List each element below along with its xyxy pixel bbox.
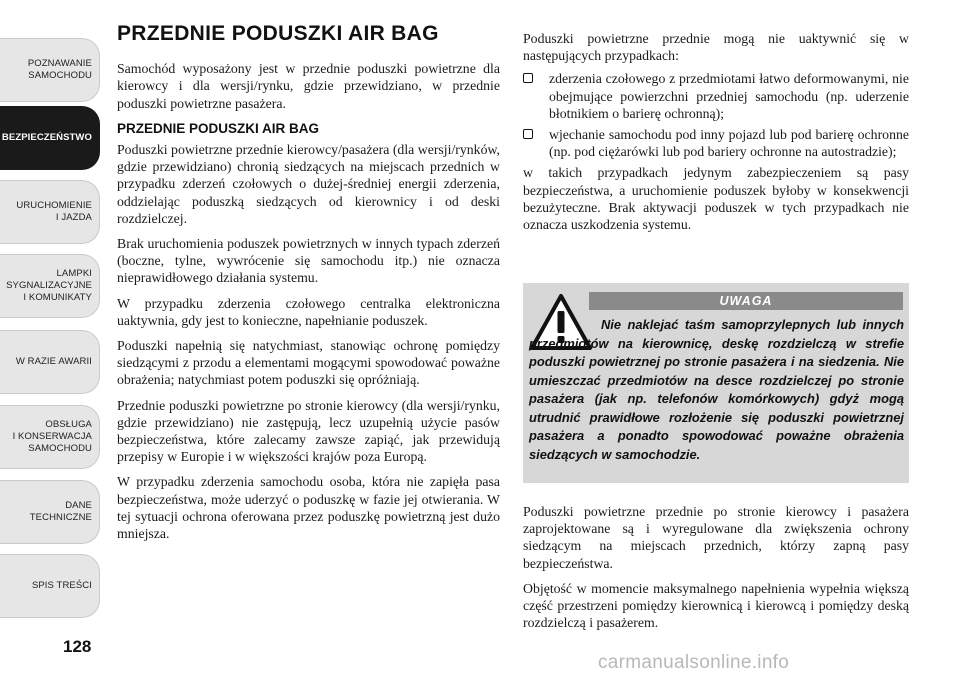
page-number: 128 [63,637,92,656]
section-heading: PRZEDNIE PODUSZKI AIR BAG [117,120,320,136]
tab-uruchomienie-i-jazda[interactable]: URUCHOMIENIE I JAZDA [0,180,100,244]
right-column-bottom [523,503,909,639]
intro-paragraph: Samochód wyposażony jest w przednie poduszki powietrzne dla kierowcy i dla wersji/rynku, gdzie przewidziano, w przednie poduszki powietrzne pasażera. [117,61,500,111]
right-intro-paragraph: Poduszki powietrzne przednie mogą nie uaktywnić się w następujących przypadkach: [523,31,909,64]
left-column [117,22,500,550]
warning-title: UWAGA [589,292,903,310]
checkbox-bullet-icon [523,73,533,83]
watermark: carmanualsonline.info [598,652,790,673]
warning-box [523,283,909,483]
page-title: PRZEDNIE PODUSZKI AIR BAG [117,22,439,45]
bullet-list [523,70,909,160]
list-item-text: wjechanie samochodu pod inny pojazd lub pod barierę ochronne (np. pod ciężarówki lub pod bariery ochronne na autostradzie); [549,127,909,160]
list-item-text: zderzenia czołowego z przedmiotami łatwo deformowanymi, nie obejmujące powierzchni przedniej samochodu (np. uderzenie błotnikiem o barierę ochronną); [549,71,909,121]
tab-lampki-sygnalizacyjne[interactable]: LAMPKI SYGNALIZACYJNE I KOMUNIKATY [0,254,100,318]
tab-dane-techniczne[interactable]: DANE TECHNICZNE [0,480,100,544]
warning-text: Nie naklejać taśm samoprzylepnych lub innych przedmiotów na kierownicę, deskę rozdzielczą w strefie poduszki powietrznej po stronie pasażera i na siedzenia. Nie umieszczać przedmiotów na desce rozdzielczej po stronie pasażera (jak np. telefonów komórkowych) gdyż mogą utrudnić prawidłowe rozłożenie się poduszki powietrznej pasażera a ponadto spowodować poważne obrażenia siedzących w samochodzie. [529,317,904,462]
tab-spis-tresci[interactable]: SPIS TREŚCI [0,554,100,618]
body-paragraph: Poduszki napełnią się natychmiast, stanowiąc ochronę pomiędzy siedzącymi z przodu a elementami mogącymi spowodować poważne obrażenia; natychmiast potem poduszki się opróżniają. [117,338,500,388]
body-paragraph: w takich przypadkach jedynym zabezpieczeniem są pasy bezpieczeństwa, a uruchomienie poduszek byłoby w konsekwencji bezużyteczne. Brak aktywacji poduszek w tych przypadkach nie oznacza uszkodzenia systemu. [523,165,909,233]
tab-obsluga-i-konserwacja[interactable]: OBSŁUGA I KONSERWACJA SAMOCHODU [0,405,100,469]
tab-bezpieczenstwo[interactable]: BEZPIECZEŃSTWO [0,106,100,170]
list-item [523,126,909,160]
list-item [523,70,909,122]
body-paragraph: Poduszki powietrzne przednie kierowcy/pasażera (dla wersji/rynków, gdzie przewidziano) chronią siedzących na miejscach przednich w przypadku zderzeń czołowych o dużej-średniej energii zderzenia, oddzielając poduszką siedzących od kierownicy i od deski rozdzielczej. [117,142,500,226]
tab-poznawanie-samochodu[interactable]: POZNAWANIE SAMOCHODU [0,38,100,102]
chapter-sidebar [0,0,105,677]
body-paragraph: Objętość w momencie maksymalnego napełnienia wypełnia większą część przestrzeni pomiędzy kierownicą i kierowcą i pomiędzy deską rozdzielczą i pasażerem. [523,580,909,631]
body-paragraph: W przypadku zderzenia samochodu osoba, która nie zapięła pasa bezpieczeństwa, może uderzyć o poduszkę w fazie jej otwierania. W tej sytuacji ochrona oferowana przez poduszkę powietrzną jest dużo mniejsza. [117,474,500,542]
body-paragraph: Przednie poduszki powietrzne po stronie kierowcy (dla wersji/rynku, gdzie przewidziano) nie zastępują, lecz uzupełnią użycie pasów bezpieczeństwa, które zalecamy zawsze zapiąć, jak przewidują przepisy w Europie i w większości krajów poza Europą. [117,397,500,465]
tab-w-razie-awarii[interactable]: W RAZIE AWARII [0,330,100,394]
body-paragraph: Brak uruchomienia poduszek powietrznych w innych typach zderzeń (boczne, tylne, wywrócenie się samochodu itp.) nie oznacza nieprawidłowego działania systemu. [117,236,500,286]
body-paragraph: Poduszki powietrzne przednie po stronie kierowcy i pasażera zaprojektowane są i wyregulowane dla zwiększenia ochrony siedzącym na miejscach przednich, którzy zapną pasy bezpieczeństwa. [523,504,909,571]
right-column [523,30,909,241]
checkbox-bullet-icon [523,129,533,139]
body-paragraph: W przypadku zderzenia czołowego centralka elektroniczna uaktywnia, gdy jest to konieczne, napełnianie poduszek. [117,295,500,328]
